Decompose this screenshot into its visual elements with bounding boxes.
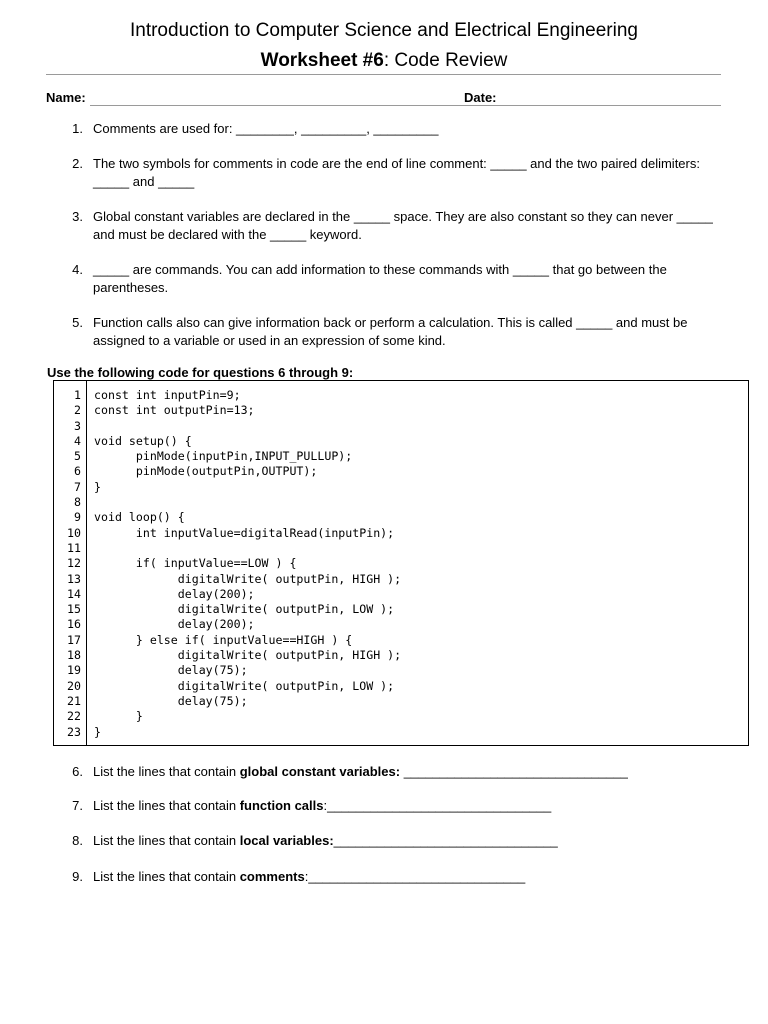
answer-blank[interactable]: :______________________________: [304, 869, 526, 884]
code-line: [54, 602, 748, 617]
line-number: 16: [67, 617, 81, 632]
name-label: Name:: [46, 90, 86, 105]
code-text: delay(200);: [94, 617, 255, 632]
date-label: Date:: [464, 90, 497, 105]
code-line: [54, 679, 748, 694]
line-number: 17: [67, 632, 81, 647]
line-number: 2: [74, 403, 81, 418]
worksheet-subtitle: : Code Review: [383, 50, 508, 71]
code-lines: [54, 388, 748, 740]
name-date-line[interactable]: [90, 105, 721, 106]
line-number: 21: [67, 693, 81, 708]
code-listing: [53, 380, 749, 746]
question-text: [93, 763, 723, 781]
line-number: 13: [67, 571, 81, 586]
line-number: 10: [67, 525, 81, 540]
code-text: if( inputValue==LOW ) {: [94, 556, 297, 571]
line-number: 15: [67, 602, 81, 617]
question-number: 7.: [72, 798, 83, 813]
question-number: 4.: [72, 262, 83, 277]
code-line: [54, 480, 748, 495]
code-line: [54, 434, 748, 449]
question-text: Function calls also can give information back or perform a calculation. This is called _____ and must be assigned to a variable or used in an expression of some kind.: [93, 315, 688, 348]
code-text: }: [94, 709, 143, 724]
code-line: [54, 464, 748, 479]
question-prefix: List the lines that contain: [93, 833, 240, 848]
question-prefix: List the lines that contain: [93, 869, 240, 884]
question-number: 6.: [72, 764, 83, 779]
line-number: 18: [67, 648, 81, 663]
line-number: 11: [67, 540, 81, 555]
code-line: [54, 556, 748, 571]
code-line: [54, 694, 748, 709]
header-divider: [46, 74, 721, 75]
code-line: [54, 633, 748, 648]
code-line: [54, 495, 748, 510]
code-line: [54, 709, 748, 724]
question-number: 9.: [72, 869, 83, 884]
line-number: 9: [74, 510, 81, 525]
line-number: 6: [74, 464, 81, 479]
question-number: 5.: [72, 315, 83, 330]
line-number: 23: [67, 724, 81, 739]
code-text: digitalWrite( outputPin, LOW );: [94, 602, 395, 617]
code-line: [54, 403, 748, 418]
question-number: 8.: [72, 833, 83, 848]
code-text: pinMode(inputPin,INPUT_PULLUP);: [94, 449, 353, 464]
question-text: Comments are used for: ________, _________, _________: [93, 121, 439, 136]
line-number: 14: [67, 586, 81, 601]
code-text: const int inputPin=9;: [94, 388, 241, 402]
line-number: 5: [74, 449, 81, 464]
question-text: [93, 797, 723, 815]
code-text: } else if( inputValue==HIGH ) {: [94, 632, 353, 647]
code-text: delay(75);: [94, 693, 248, 708]
code-line: [54, 541, 748, 556]
code-text: }: [94, 724, 101, 739]
code-line: [54, 572, 748, 587]
code-line: [54, 388, 748, 403]
line-number: 4: [74, 433, 81, 448]
code-section-label: Use the following code for questions 6 through 9:: [47, 365, 354, 380]
question-keyword: global constant variables:: [239, 764, 401, 779]
code-line: [54, 526, 748, 541]
code-text: void setup() {: [94, 433, 192, 448]
question-text: [93, 868, 723, 886]
answer-blank[interactable]: _______________________________: [400, 764, 628, 779]
question-text: Global constant variables are declared in the _____ space. They are also constant so they can never _____ and must be declared with the _____ keyword.: [93, 209, 713, 242]
course-title: Introduction to Computer Science and Electrical Engineering: [129, 20, 638, 41]
code-line: [54, 419, 748, 434]
code-text: digitalWrite( outputPin, HIGH );: [94, 648, 402, 663]
worksheet-title: [0, 50, 768, 72]
question-text: [93, 832, 723, 850]
code-line: [54, 510, 748, 525]
code-line: [54, 449, 748, 464]
question-number: 2.: [72, 156, 83, 171]
answer-blank[interactable]: :_______________________________: [323, 798, 552, 813]
question-text: _____ are commands. You can add information to these commands with _____ that go between the parentheses.: [93, 262, 667, 295]
question-number: 1.: [72, 121, 83, 136]
question-text: The two symbols for comments in code are the end of line comment: _____ and the two paired delimiters: _____ and _____: [93, 156, 700, 189]
question-keyword: function calls: [239, 798, 324, 813]
name-date-row: [46, 90, 721, 106]
code-text: pinMode(outputPin,OUTPUT);: [94, 464, 318, 479]
worksheet-number: Worksheet #6: [260, 50, 384, 71]
code-text: int inputValue=digitalRead(inputPin);: [94, 525, 395, 540]
line-number: 22: [67, 709, 81, 724]
code-line: [54, 587, 748, 602]
question-keyword: comments: [239, 869, 305, 884]
line-number: 7: [74, 479, 81, 494]
question-keyword: local variables:: [239, 833, 334, 848]
code-text: delay(200);: [94, 586, 255, 601]
code-text: }: [94, 479, 101, 494]
question-prefix: List the lines that contain: [93, 798, 240, 813]
line-number: 3: [74, 418, 81, 433]
code-line: [54, 663, 748, 678]
answer-blank[interactable]: _______________________________: [333, 833, 558, 848]
code-text: digitalWrite( outputPin, HIGH );: [94, 571, 402, 586]
question-prefix: List the lines that contain: [93, 764, 240, 779]
question-number: 3.: [72, 209, 83, 224]
code-text: void loop() {: [94, 510, 185, 525]
code-text: const int outputPin=13;: [94, 403, 255, 418]
code-line: [54, 725, 748, 740]
code-line: [54, 617, 748, 632]
line-number: 19: [67, 663, 81, 678]
code-text: digitalWrite( outputPin, LOW );: [94, 678, 395, 693]
code-text: delay(75);: [94, 663, 248, 678]
code-line: [54, 648, 748, 663]
line-number: 20: [67, 678, 81, 693]
line-number: 8: [74, 495, 81, 510]
line-number: 12: [67, 556, 81, 571]
line-number: 1: [74, 388, 81, 402]
